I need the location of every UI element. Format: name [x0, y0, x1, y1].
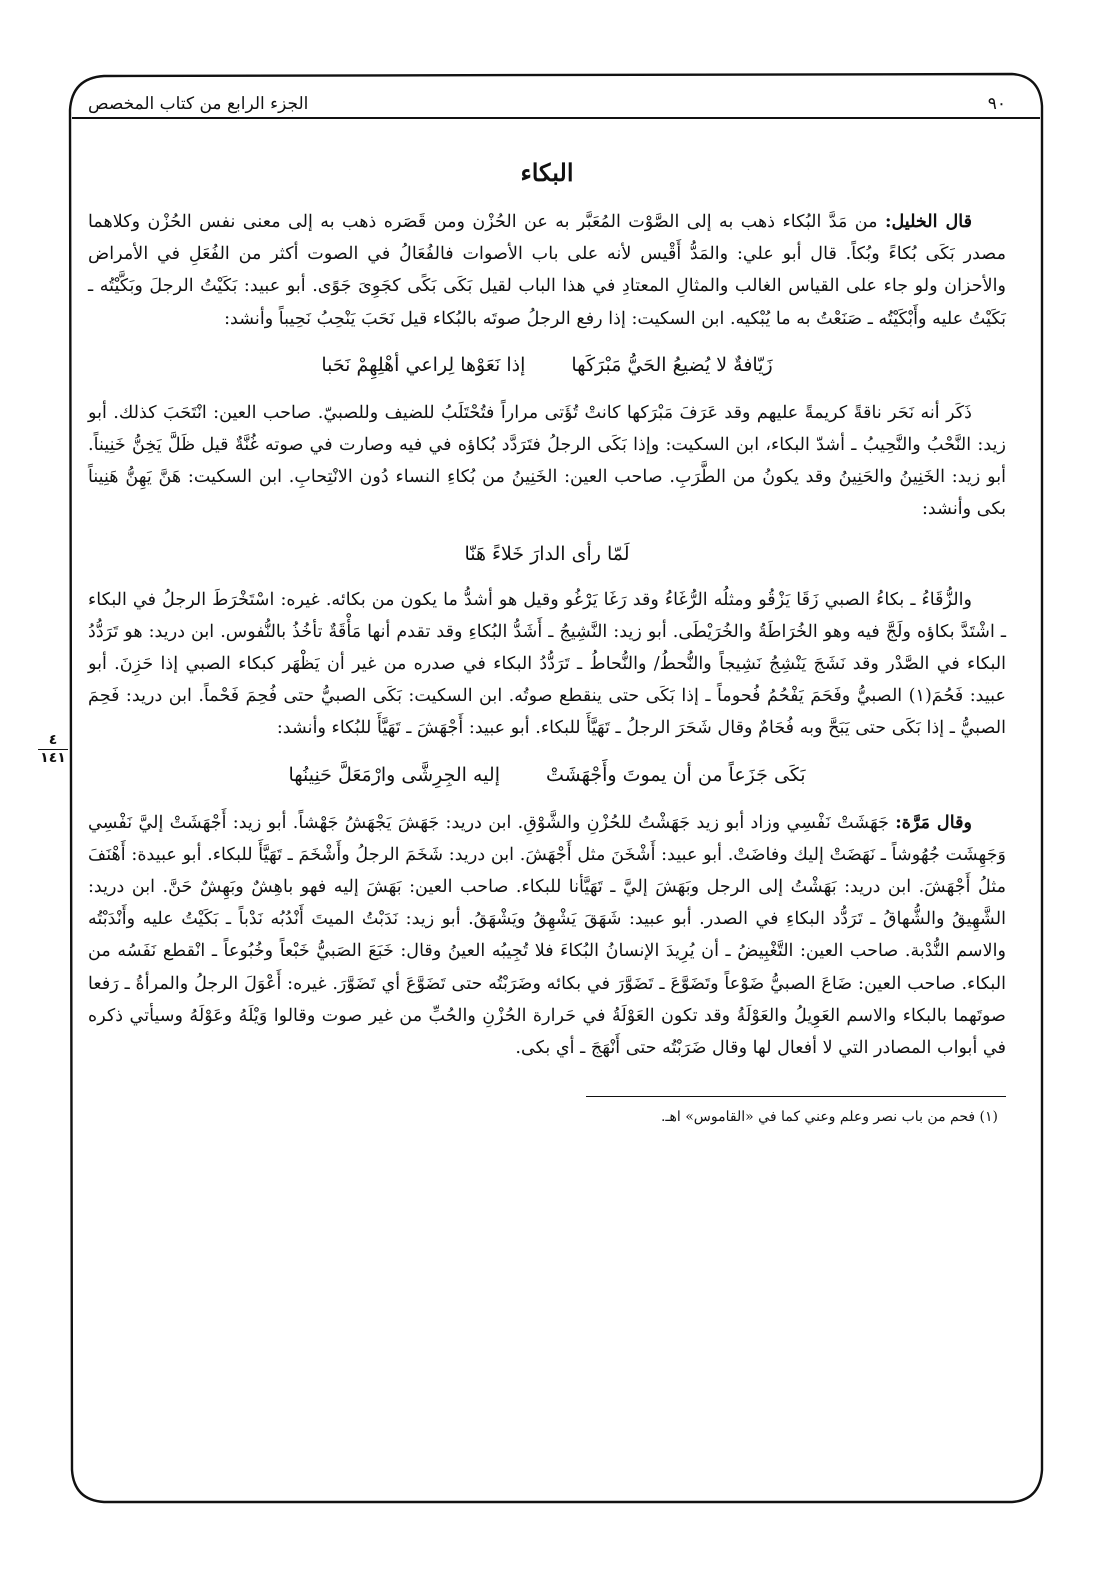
footnote-text: فحم من باب نصر وعلم وعني كما في «القاموس» اهـ. [660, 1109, 976, 1125]
verse-hemistich-second: إذا نَعَوْها لِراعي أهْلِهِمْ نَحَبا [321, 353, 526, 376]
paragraph [88, 807, 1006, 1065]
verse-hemistich-second: إليه الجِرِشَّى وارْمَعَلَّ حَنِينُها [288, 763, 500, 786]
page [88, 78, 1006, 1498]
paragraph-text: ذَكَر أنه نَحَر ناقةً كريمةً عليهم وقد عَرَفَ مَبْرَكها كانتْ تُؤَتى مراراً فتُحْتَلَبُ للضيف وللصبيّ. صاحب العين: انْتَحَبَ كذلك. أبو زيد: النَّحْبُ والنَّحِيبُ ـ أشدّ البكاء، ابن السكيت: وإذا بَكَى الرجلُ فتَرَدَّد بُكاؤه في فيه وصارت في صوته غُنَّةٌ قيل ظَلَّ يَخِنُّ خَنِيناً. أبو زيد: الخَنِينُ والحَنِينُ وقد يكونُ من الطَّرَبِ. صاحب العين: الخَنِينُ من بُكاءِ النساء دُون الانْتِحابِ. ابن السكيت: هَنَّ يَهِنُّ هَنِيناً بكى وأنشد: [88, 402, 1006, 520]
verse-hemistich-first: بَكَى جَزَعاً من أن يموتَ وأَجْهَشَتْ [545, 763, 806, 786]
paragraph [88, 206, 1006, 335]
paragraph-text: جَهَشَتْ نَفْسِي وزاد أبو زيد جَهَشْتُ للحُزْنِ والشَّوْقِ. ابن دريد: جَهَشَ يَجْهَشُ جَهْشاً. أبو زيد: أَجْهَشَتْ إليَّ نَفْسِي وَجَهِشَت جُهُوشاً ـ نَهَضَتْ إليك وفاضَتْ. أبو عبيد: أَشْخَنَ مثل أَجْهَشَ. ابن دريد: شَخَمَ الرجلُ وأَشْخَمَ ـ تَهَيَّأَ للبكاء. أبو عبيدة: أَهْنَفَ مثلُ أَجْهَشَ. ابن دريد: بَهَشْتُ إلى الرجل وبَهَشَ إليَّ ـ تَهَيَّأنا للبكاء. صاحب العين: بَهَشَ إليه فهو باهِشٌ وبَهِشٌ حَنَّ. ابن دريد: الشَّهِيقُ والشُّهاقُ ـ تَرَدُّد البكاءِ في الصدر. أبو عبيد: شَهَقَ يَشْهِقُ ويَشْهَقُ. أبو زيد: نَدَبْتُ الميتَ أَنْدُبُه نَدْباً ـ بَكَيْتُ عليه وأَنْدَبْتُه والاسم النُّدْبة. صاحب العين: التَّغْبِيضُ ـ أن يُرِيدَ الإنسانُ البُكاءَ فلا تُجِيبُه العينُ وقال: خَبَعَ الصَبيُّ خَبْعاً وخُبُوعاً ـ انْقطع نَفَسُه من البكاء. صاحب العين: ضَاعَ الصبيُّ ضَوْعاً وتَضَوَّعَ ـ تَضَوَّرَ في بكائه وضَرَبْتُه حتى تَضَوَّعَ أي تَضَوَّرَ. غيره: أَعْوَلَ الرجلُ والمرأةُ ـ رَفعا صوتَهما بالبكاء والاسم العَوِيلُ والعَوْلَةُ وقد تكون العَوْلَةُ في حَرارة الحُزْنِ والحُبِّ من غير صوت وقالوا وَيْلَهُ وعَوْلَهُ وسيأتي ذكره في أبواب المصادر التي لا أفعال لها وقال ضَرَبْتُه حتى أَنْهَجَ ـ أي بكى. [88, 812, 1006, 1059]
speaker-label: قال الخليل: [884, 211, 972, 232]
running-header [88, 88, 1006, 120]
speaker-label: وقال مَرَّة: [895, 811, 972, 833]
footnote [88, 1106, 998, 1128]
main-text [88, 206, 1006, 1064]
footnote-number: (١) [979, 1109, 998, 1125]
footnote-separator [586, 1096, 1006, 1097]
verse-hemistich-first: لَمّا رأى الدارَ خَلاءً هَنّا [464, 542, 630, 565]
paragraph-text: من مَدَّ البُكاء ذهب به إلى الصَّوْت المُعَبَّر به عن الحُزْن ومن قَصَره ذهب به إلى معنى نفس الحُزْن وكلاهما مصدر بَكَى بُكاءً وبُكاً. قال أبو علي: والمَدُّ أَقْيس لأنه على باب الأصوات فالفُعَالُ في الصوت أكثر من الفُعَلِ في الأمراض والأحزان ولو جاء على القياس الغالب والمثالِ المعتادِ في هذا الباب لقيل بَكَى بَكًى كجَوِىَ جَوًى. أبو عبيد: بَكَيْتُ الرجلَ وبَكَّيْتُه ـ بَكَيْتُ عليه وأَبْكَيْتُه ـ صَنَعْتُ به ما يُبْكيه. ابن السكيت: إذا رفع الرجلُ صوتَه بالبُكاء قيل نَحَبَ يَنْحِبُ نَحِيباً وأنشد: [88, 212, 1006, 329]
paragraph [88, 397, 1006, 526]
verse-hemistich-first: زَيّافةٌ لا يُضيعُ الحَيُّ مَبْرَكَها [571, 353, 773, 376]
paragraph [88, 584, 1006, 745]
section-title: البكاء [520, 158, 574, 187]
verse-line [88, 349, 1006, 381]
paragraph-text: والزُّقَاءُ ـ بكاءُ الصبي زَقَا يَزْقُو ومثلُه الرُّغَاءُ وقد رَغَا يَرْغُو وقيل هو أشدُّ ما يكون من بكائه. غيره: اسْتَخْرَطَ الرجلُ في البكاء ـ اشْتَدَّ بكاؤه ولَجَّ فيه وهو الخُرَاطَةُ والخُرَيْطَى. أبو زيد: النَّشِيجُ ـ أَشَدُّ البُكاءِ وقد تقدم أنها مَأْقَةٌ تأخُذُ بالنُّفوس. ابن دريد: هو تَرَدُّدُ البكاء في الصَّدْر وقد نَشَجَ يَنْشِجُ نَشِيجاً والنُّحطُ/ والنُّحاطُ ـ تَرَدُّدُ البكاء في صدره من غير أن يَظْهَر كبكاء الصبي إذا حَزِنَ. أبو عبيد: فَحُمَ(١) الصبيُّ وفَحَمَ يَفْحُمُ فُحوماً ـ إذا بَكَى حتى ينقطع صوتُه. ابن السكيت: بَكَى الصبيُّ حتى فُحِمَ فَحْماً. ابن دريد: فَحِمَ الصبيُّ ـ إذا بَكَى حتى يَبَحَّ وبه فُحَامٌ وقال شَحَرَ الرجلُ ـ تَهَيَّأَ للبكاء. أبو عبيد: أَجْهَشَ ـ تَهَيَّأَ للبُكاء وأنشد: [88, 589, 1006, 739]
book-title: الجزء الرابع من كتاب المخصص [88, 94, 309, 114]
page-number: ٩٠ [987, 94, 1006, 114]
margin-reference-bottom: ١٤١ [40, 750, 66, 766]
margin-reference-top: ٤ [38, 732, 68, 750]
margin-reference [38, 732, 68, 766]
verse-line [88, 538, 1006, 570]
verse-line [88, 759, 1006, 791]
